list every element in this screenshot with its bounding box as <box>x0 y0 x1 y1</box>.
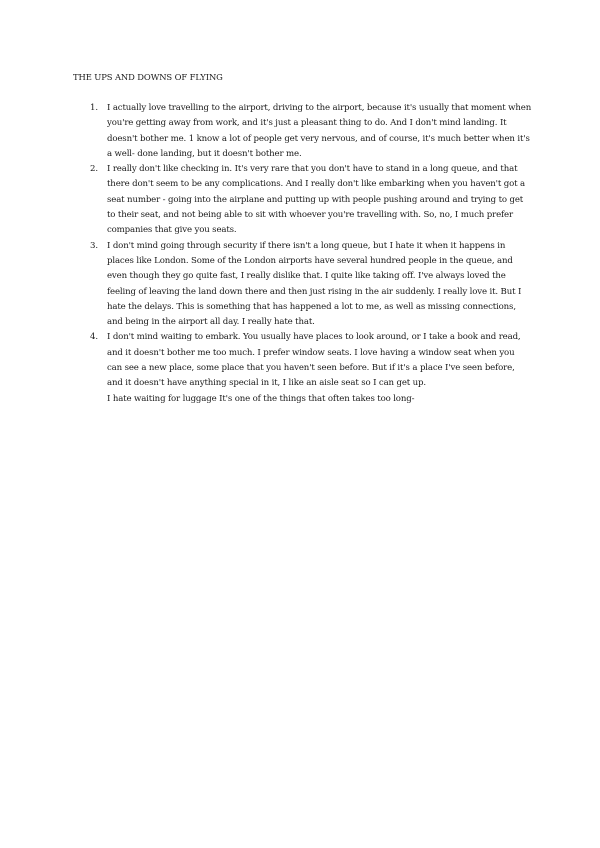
list-item-number: 2. <box>90 164 98 175</box>
list-item <box>90 330 532 406</box>
list-item-text: I don't mind going through security if there isn't a long queue, but I hate it when it happens in places like London. Some of the London airports have several hundred people in the queue, and even though they go quite fast, I really dislike that. I quite like taking off. I've always loved the feeling of leaving the land down there and then just rising in the air suddenly. I really love it. But I hate the delays. This is something that has happened a lot to me, as well as missing connections, and being in the airport all day. I really hate that. <box>107 240 522 328</box>
list-item-number: 1. <box>90 103 98 113</box>
list-item-number: 3. <box>90 240 98 251</box>
list-item-extra-paragraph: I hate waiting for luggage It's one of the things that often takes too long- <box>107 393 415 404</box>
list-item <box>90 101 532 162</box>
list-item-text: I actually love travelling to the airport, driving to the airport, because it's usually that moment when you're getting away from work, and it's just a pleasant thing to do. And I don't mind landing. It doesn't bother me. 1 know a lot of people get very nervous, and of course, it's much better when it's a well- done landing, but it doesn't bother me. <box>107 103 532 159</box>
list-item-text: I really don't like checking in. It's very rare that you don't have to stand in a long queue, and that there don't seem to be any complications. And I really don't like embarking when you haven't got a seat number - going into the airplane and putting up with people pushing around and trying to get to their seat, and not being able to sit with whoever you're travelling with. So, no, I much prefer companies that give you seats. <box>107 164 525 236</box>
list-item-text: I don't mind waiting to embark. You usually have places to look around, or I take a book and read, and it doesn't bother me too much. I prefer window seats. I love having a window seat when you can see a new place, some place that you haven't seen before. But if it's a place I've seen before, and it doesn't have anything special in it, I like an aisle seat so I can get up. <box>107 332 521 389</box>
list-item <box>90 162 532 238</box>
document-title: THE UPS AND DOWNS OF FLYING <box>73 72 223 82</box>
numbered-list <box>90 101 532 407</box>
list-item <box>90 239 532 331</box>
list-item-number: 4. <box>90 332 98 343</box>
